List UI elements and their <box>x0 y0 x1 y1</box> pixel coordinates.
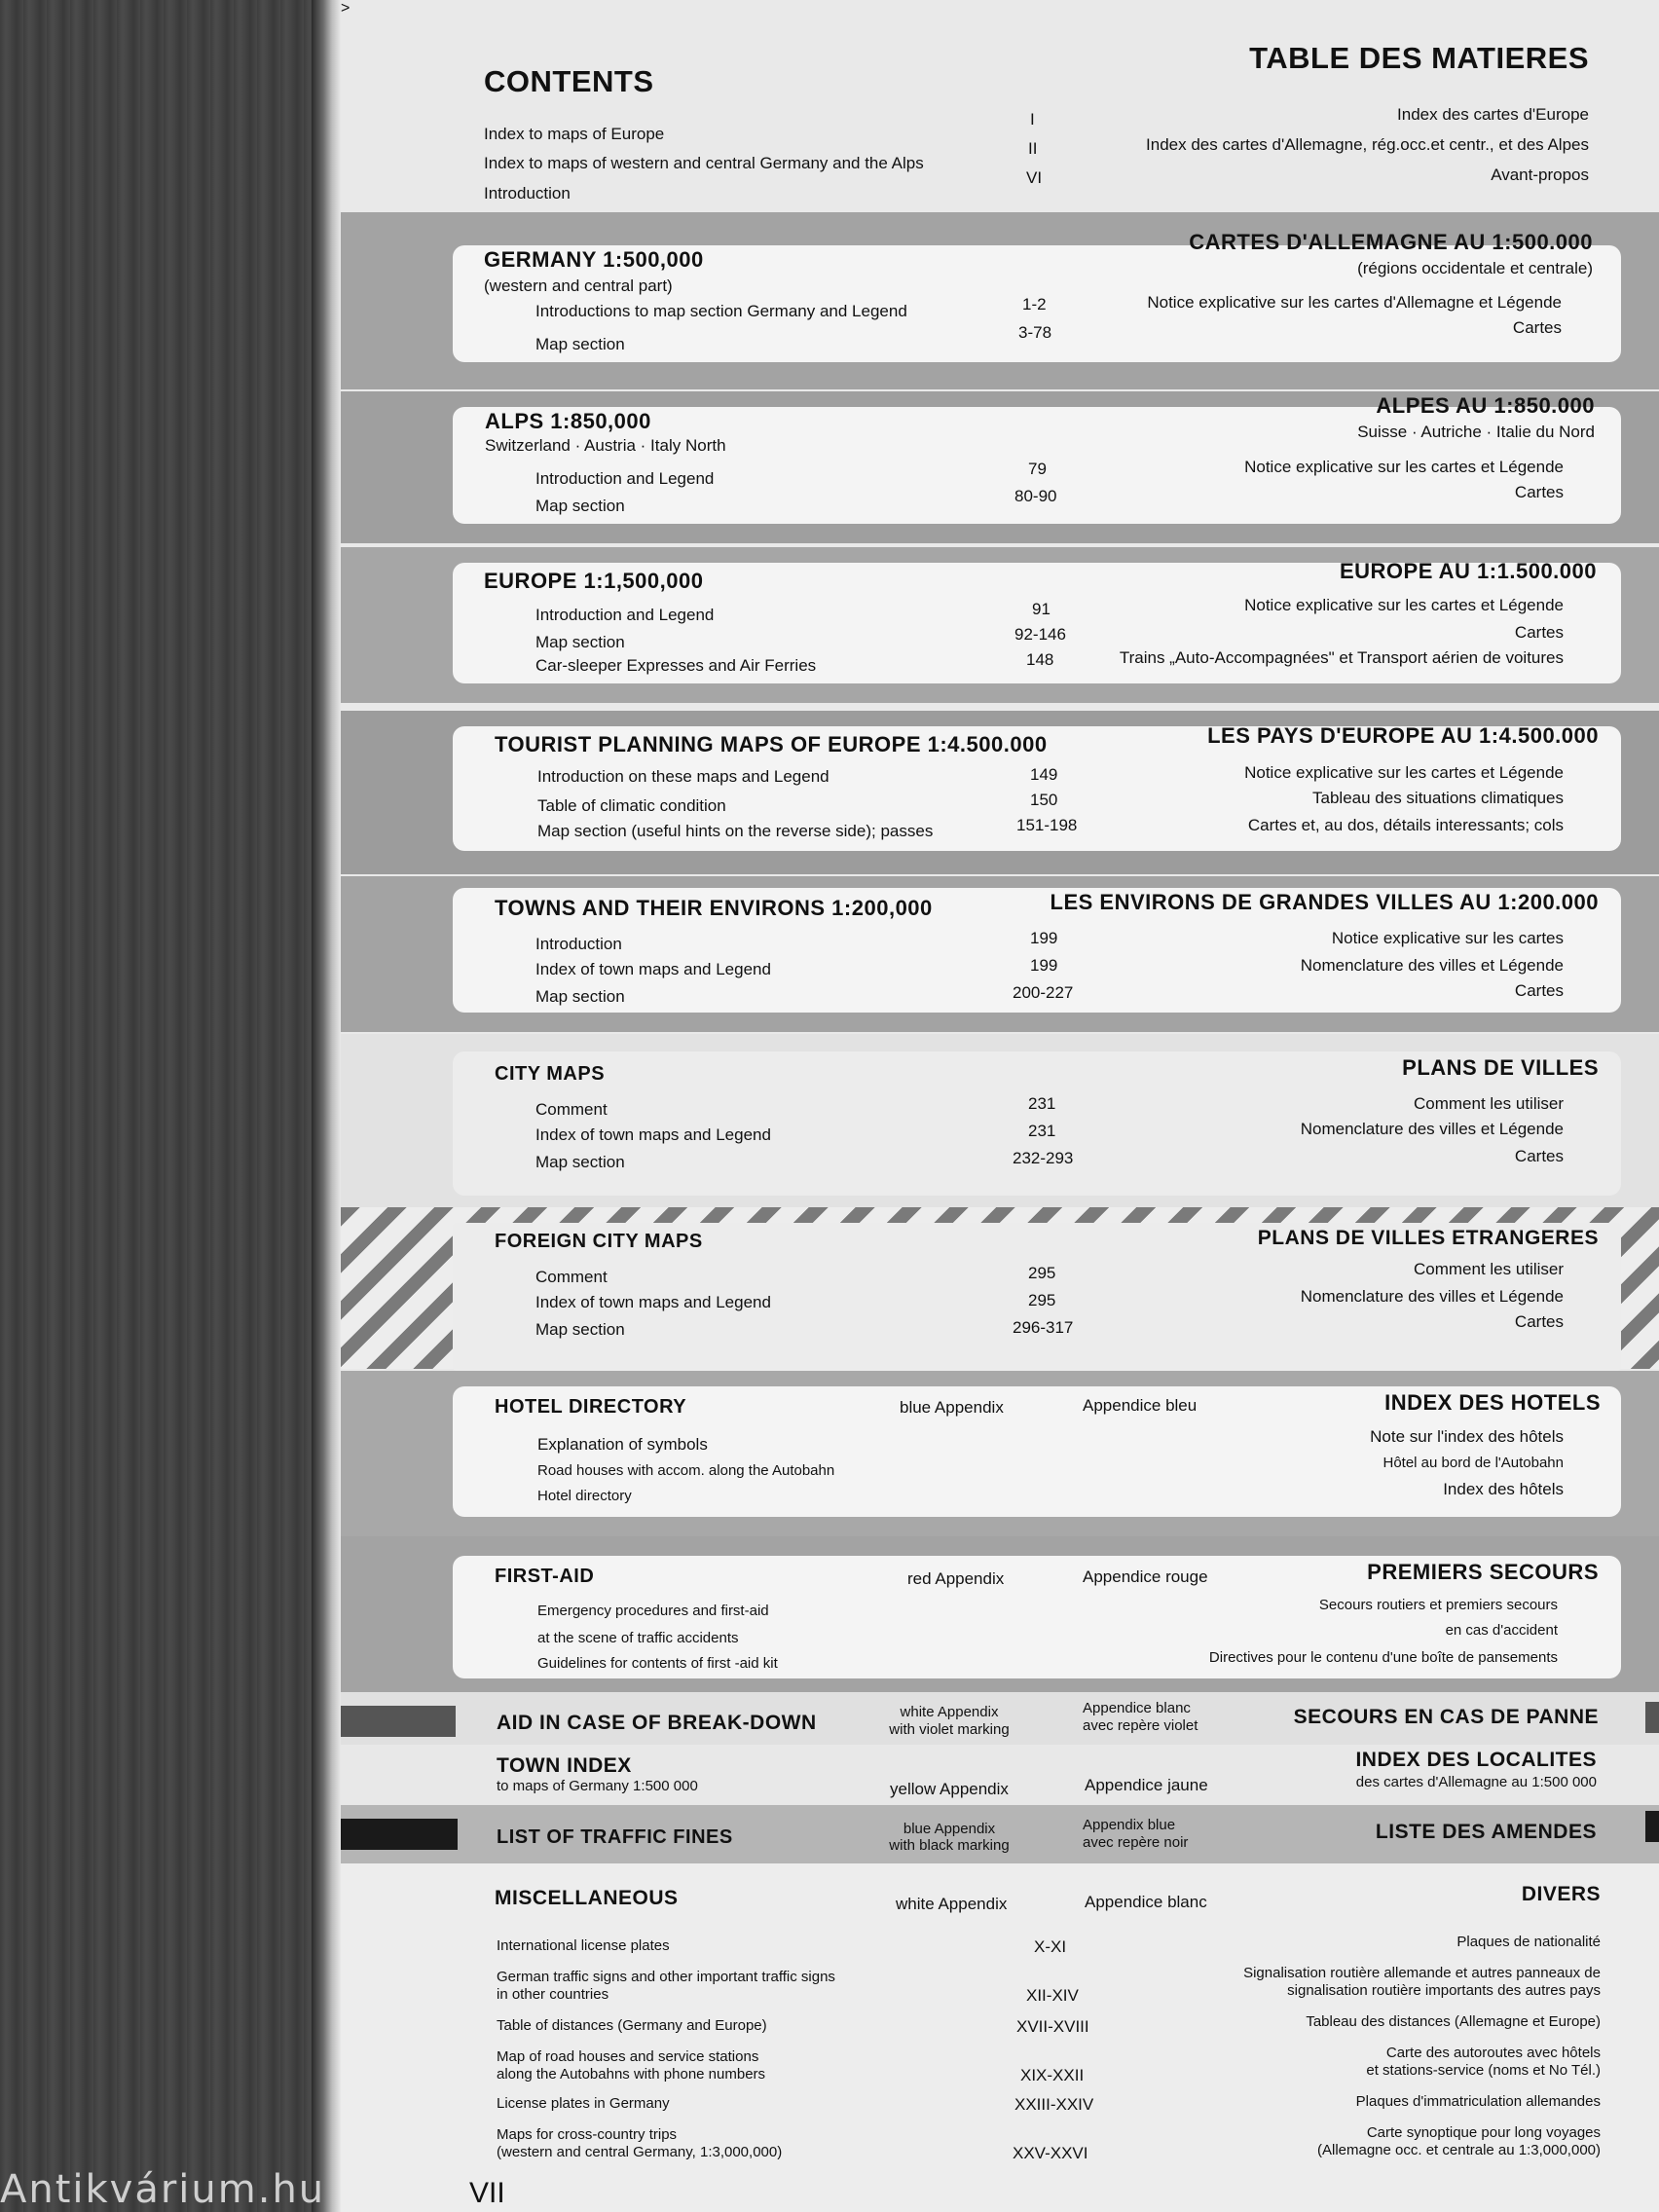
townindex-appendix-fr: Appendice jaune <box>1085 1776 1208 1794</box>
townindex-appendix-en: yellow Appendix <box>890 1780 1009 1798</box>
tourist-row-en: Introduction on these maps and Legend <box>537 767 830 786</box>
europe-row-fr: Notice explicative sur les cartes et Légende <box>1244 596 1564 614</box>
alps-row-en: Introduction and Legend <box>535 469 715 488</box>
firstaid-row-fr: en cas d'accident <box>1445 1622 1558 1639</box>
hotel-title-fr: INDEX DES HOTELS <box>1384 1390 1601 1415</box>
city-row-page: 232-293 <box>1013 1149 1074 1167</box>
towns-row-fr: Cartes <box>1514 981 1564 1000</box>
misc-row-en: German traffic signs and other important traffic signs <box>497 1969 835 1985</box>
alps-title: ALPS 1:850,000 <box>485 409 651 433</box>
firstaid-row-en: Emergency procedures and first-aid <box>537 1603 769 1619</box>
towns-row-page: 199 <box>1030 956 1058 975</box>
tourist-title: TOURIST PLANNING MAPS OF EUROPE 1:4.500.000 <box>495 732 1048 756</box>
misc-row-en: Maps for cross-country trips <box>497 2126 678 2143</box>
foreign-row-fr: Nomenclature des villes et Légende <box>1300 1287 1564 1306</box>
fines-appendix-en-2: with black marking <box>889 1837 1010 1854</box>
misc-row-page: XXIII-XXIV <box>1014 2095 1094 2114</box>
firstaid-appendix-en: red Appendix <box>907 1569 1005 1588</box>
tourist-row-fr: Notice explicative sur les cartes et Légende <box>1244 763 1564 782</box>
breakdown-title-fr: SECOURS EN CAS DE PANNE <box>1293 1706 1599 1728</box>
black-marker <box>1645 1811 1659 1842</box>
townindex-subtitle-fr: des cartes d'Allemagne au 1:500 000 <box>1355 1774 1597 1790</box>
header-row-en: Introduction <box>484 184 571 203</box>
hotel-row-en: Road houses with accom. along the Autobahn <box>537 1462 835 1479</box>
misc-row-en: Table of distances (Germany and Europe) <box>497 2017 767 2034</box>
germany-subtitle-fr: (régions occidentale et centrale) <box>1357 259 1593 277</box>
breakdown-appendix-fr-1: Appendice blanc <box>1083 1700 1191 1716</box>
hotel-row-en: Explanation of symbols <box>537 1435 708 1454</box>
tourist-row-en: Table of climatic condition <box>537 796 726 815</box>
germany-row-page: 1-2 <box>1022 295 1047 313</box>
alps-row-fr: Notice explicative sur les cartes et Légende <box>1244 458 1564 476</box>
hotel-row-fr: Hôtel au bord de l'Autobahn <box>1382 1455 1564 1471</box>
city-title-fr: PLANS DE VILLES <box>1402 1055 1599 1080</box>
alps-row-page: 80-90 <box>1014 487 1057 505</box>
tourist-row-page: 151-198 <box>1016 816 1078 834</box>
violet-marker <box>1645 1702 1659 1733</box>
city-row-page: 231 <box>1028 1122 1056 1140</box>
page-number: VII <box>469 2177 505 2209</box>
firstaid-row-en: Guidelines for contents of first -aid kit <box>537 1655 778 1672</box>
alps-row-fr: Cartes <box>1514 483 1564 501</box>
firstaid-title: FIRST-AID <box>495 1566 595 1587</box>
firstaid-appendix-fr: Appendice rouge <box>1083 1567 1208 1586</box>
misc-row-fr: Plaques de nationalité <box>1456 1934 1601 1950</box>
germany-row-fr: Cartes <box>1512 318 1562 337</box>
firstaid-row-fr: Directives pour le contenu d'une boîte de pansements <box>1208 1649 1558 1666</box>
firstaid-row-en: at the scene of traffic accidents <box>537 1630 739 1646</box>
breakdown-appendix-en-1: white Appendix <box>900 1704 999 1720</box>
germany-row-page: 3-78 <box>1018 323 1052 342</box>
foreign-row-fr: Cartes <box>1514 1312 1564 1331</box>
watermark: Antikvárium.hu <box>0 2167 326 2212</box>
hotel-appendix-en: blue Appendix <box>900 1398 1004 1417</box>
tourist-row-fr: Tableau des situations climatiques <box>1312 789 1564 807</box>
header-row-page: VI <box>1026 168 1043 187</box>
tourist-title-fr: LES PAYS D'EUROPE AU 1:4.500.000 <box>1207 723 1599 748</box>
towns-title-fr: LES ENVIRONS DE GRANDES VILLES AU 1:200.000 <box>1050 890 1599 914</box>
hotel-row-en: Hotel directory <box>537 1488 632 1504</box>
header-row-en: Index to maps of western and central Germany and the Alps <box>484 154 924 172</box>
header-row-en: Index to maps of Europe <box>484 125 665 143</box>
contents-page: CONTENTS TABLE DES MATIERES Index to maps of Europe I Index des cartes d'Europe Index to maps of western and central Germany and the Alps II Index des cartes d'Allemagne, rég.occ.et centr., et des Alpes Introduction VI Avant-propos GERMANY 1:500,000 (western and central part) CARTES D'ALLEMAGNE AU 1:500.000 (régions occidentale et centrale) Introductions to map section Germany and Legend 1-2 Notice explicative sur les cartes d'Allemagne et Légende Map section 3-78 Cartes ALPS 1:850,000 Switzerland · Austria · Italy North ALPES AU 1:850.000 Suisse · Autriche · Italie du Nord Introduction and Legend 79 Notice explicative sur les cartes et Légende Map section 80-90 Cartes EUROPE 1:1,500,000 EUROPE AU 1:1.500.000 Introduction and Legend 91 Notice explicative sur les cartes et Légende Map section 92-146 Cartes Car-sleeper Expresses and Air Ferries 148 Trains „Auto-Accompagnées" et Transport aérien de voitures TOURIST PLANNING MAPS OF EUROPE 1:4.500.000 LES PAYS D'EUROPE AU 1:4.500.000 Introduction on these maps and Legend 149 Notice explicative sur les cartes et Légende Table of climatic condition 150 Tableau des situations climatiques Map section (useful hints on the reverse side); passes 151-198 Cartes et, au dos, détails interessants; cols TOWNS AND THEIR ENVIRONS 1:200,000 LES ENVIRONS DE GRANDES VILLES AU 1:200.000 Introduction 199 Notice explicative sur les cartes Index of town maps and Legend 199 Nomenclature des villes et Légende Map section 200-227 Cartes CITY MAPS PLANS DE VILLES Comment 231 Comment les utiliser Index of town maps and Legend 231 Nomenclature des villes et Légende Map section 232-293 Cartes FOREIGN CITY MAPS PLANS DE VILLES ETRANGERES Comment 295 Comment les utiliser Index of town maps and Legend 295 Nomenclature des villes et Légende Map section 296-317 Cartes HOTEL DIRECTORY blue Appendix Appendice bleu INDEX DES HOTELS Explanation of symbols Note sur l'index des hôtels Road houses with accom. along the Autobahn Hôtel au bord de l'Autobahn Hotel directory Index des hôtels FIRST-AID red Appendix Appendice rouge PREMIERS SECOURS Emergency procedures and first-aid Secours routiers et premiers secours at the scene of traffic accidents en cas d'accident Guidelines for contents of first -aid kit Directives pour le contenu d'une boîte de pansements AID IN CASE OF BREAK-DOWN white Appendix with violet marking Appendice blanc avec repère violet SECOURS EN CAS DE PANNE TOWN INDEX to maps of Germany 1:500 000 yellow Appendix Appendice jaune INDEX DES LOCALITES des cartes d'Allemagne au 1:500 000 LIST OF TRAFFIC FINES blue Appendix with black marking Appendix blue avec repère noir LISTE DES AMENDES MISCELLANEOUS white Appendix Appendice blanc DIVERS International license plates X-XI > Plaques de nationalité German traffic signs and other important traffic signs in other countries XII-XIV Signalisation routière allemande et autres panneaux de signalisation routière importants des autres pays Table of distances (Germany and Europe) XVII-XVIII Tableau des distances (Allemagne et Europe) Map of road houses and service stations along the Autobahns with phone numbers XIX-XXII Carte des autoroutes avec hôtels et stations-service (noms et No Tél.) License plates in Germany XXIII-XXIV Plaques d'immatriculation allemandes Maps for cross-country trips (western and central Germany, 1:3,000,000) XXV-XXVI Carte synoptique pour long voyages (Allemagne occ. et centrale au 1:3,000,000) VII <box>341 0 1659 2212</box>
hotel-title: HOTEL DIRECTORY <box>495 1396 687 1418</box>
germany-row-en: Map section <box>535 335 625 353</box>
foreign-row-page: 295 <box>1028 1264 1056 1282</box>
townindex-title: TOWN INDEX <box>497 1754 632 1777</box>
alps-subtitle-fr: Suisse · Autriche · Italie du Nord <box>1357 423 1595 441</box>
misc-row-fr: signalisation routière importants des autres pays <box>1287 1982 1601 1999</box>
foreign-row-fr: Comment les utiliser <box>1414 1260 1564 1278</box>
misc-row-page: XIX-XXII <box>1020 2066 1085 2084</box>
misc-row-fr: Plaques d'immatriculation allemandes <box>1355 2093 1601 2110</box>
misc-row-en: in other countries <box>497 1986 609 2003</box>
europe-row-page: 91 <box>1032 600 1051 618</box>
hotel-row-fr: Index des hôtels <box>1443 1480 1564 1498</box>
alps-row-page: 79 <box>1028 460 1047 478</box>
foreign-row-en: Comment <box>535 1268 608 1286</box>
header-row-fr: Index des cartes d'Allemagne, rég.occ.et centr., et des Alpes <box>1146 135 1589 154</box>
contents-title: CONTENTS <box>484 64 654 98</box>
towns-row-page: 199 <box>1030 929 1058 947</box>
city-row-fr: Comment les utiliser <box>1414 1094 1564 1113</box>
europe-row-fr: Cartes <box>1514 623 1564 642</box>
alps-subtitle: Switzerland · Austria · Italy North <box>485 436 726 455</box>
fines-title: LIST OF TRAFFIC FINES <box>497 1826 733 1848</box>
misc-row-fr: et stations-service (noms et No Tél.) <box>1366 2062 1601 2079</box>
city-row-fr: Nomenclature des villes et Légende <box>1300 1120 1564 1138</box>
misc-row-en: (western and central Germany, 1:3,000,000) <box>497 2144 783 2160</box>
europe-row-page: 148 <box>1026 650 1054 669</box>
europe-row-en: Map section <box>535 633 625 651</box>
foreign-row-page: 296-317 <box>1013 1318 1074 1337</box>
hotel-row-fr: Note sur l'index des hôtels <box>1370 1427 1564 1446</box>
black-marker <box>341 1819 458 1850</box>
hotel-appendix-fr: Appendice bleu <box>1083 1396 1198 1415</box>
header-row-page: I <box>1030 110 1035 129</box>
foreign-title: FOREIGN CITY MAPS <box>495 1231 703 1252</box>
misc-title: MISCELLANEOUS <box>495 1887 679 1909</box>
city-title: CITY MAPS <box>495 1063 606 1085</box>
misc-row-fr: Carte synoptique pour long voyages <box>1366 2124 1601 2141</box>
towns-row-en: Index of town maps and Legend <box>535 960 771 978</box>
towns-row-en: Introduction <box>535 935 622 953</box>
germany-title-fr: CARTES D'ALLEMAGNE AU 1:500.000 <box>1189 230 1593 254</box>
header-row-fr: Index des cartes d'Europe <box>1397 105 1589 124</box>
header-row-fr: Avant-propos <box>1491 166 1589 184</box>
misc-row-fr: (Allemagne occ. et centrale au 1:3,000,000) <box>1316 2142 1601 2158</box>
city-row-en: Comment <box>535 1100 608 1119</box>
foreign-row-en: Index of town maps and Legend <box>535 1293 771 1311</box>
city-row-en: Map section <box>535 1153 625 1171</box>
tourist-row-page: 150 <box>1030 791 1058 809</box>
germany-row-fr: Notice explicative sur les cartes d'Allemagne et Légende <box>1147 293 1562 312</box>
misc-appendix-fr: Appendice blanc <box>1085 1893 1207 1911</box>
fines-appendix-en-1: blue Appendix <box>903 1821 996 1837</box>
townindex-subtitle: to maps of Germany 1:500 000 <box>497 1778 698 1794</box>
city-row-fr: Cartes <box>1514 1147 1564 1165</box>
europe-row-page: 92-146 <box>1014 625 1066 644</box>
misc-row-page: XII-XIV <box>1026 1986 1079 2005</box>
fines-title-fr: LISTE DES AMENDES <box>1375 1821 1597 1843</box>
misc-row-fr: Signalisation routière allemande et autres panneaux de <box>1243 1965 1601 1981</box>
germany-subtitle: (western and central part) <box>484 276 673 295</box>
foreign-row-page: 295 <box>1028 1291 1056 1309</box>
header-row-page: II <box>1028 139 1038 158</box>
wood-background <box>0 0 341 2212</box>
breakdown-title: AID IN CASE OF BREAK-DOWN <box>497 1712 817 1734</box>
fines-appendix-fr-1: Appendix blue <box>1083 1817 1176 1833</box>
towns-title: TOWNS AND THEIR ENVIRONS 1:200,000 <box>495 896 933 920</box>
breakdown-appendix-en-2: with violet marking <box>889 1721 1010 1738</box>
misc-row-fr: Tableau des distances (Allemagne et Europe) <box>1306 2013 1601 2030</box>
breakdown-appendix-fr-2: avec repère violet <box>1083 1717 1198 1734</box>
misc-row-en: International license plates <box>497 1937 670 1954</box>
towns-row-page: 200-227 <box>1013 983 1074 1002</box>
misc-row-en: License plates in Germany <box>497 2095 670 2112</box>
towns-row-fr: Notice explicative sur les cartes <box>1331 929 1564 947</box>
misc-appendix-en: white Appendix <box>896 1895 1008 1913</box>
book-binding <box>312 0 341 2212</box>
alps-row-en: Map section <box>535 497 625 515</box>
foreign-title-fr: PLANS DE VILLES ETRANGERES <box>1257 1227 1599 1249</box>
townindex-title-fr: INDEX DES LOCALITES <box>1355 1749 1597 1771</box>
city-row-en: Index of town maps and Legend <box>535 1125 771 1144</box>
misc-row-fr: Carte des autoroutes avec hôtels <box>1385 2045 1601 2061</box>
germany-title: GERMANY 1:500,000 <box>484 247 704 272</box>
towns-row-en: Map section <box>535 987 625 1006</box>
violet-marker <box>341 1706 456 1737</box>
misc-row-page: X-XI <box>1034 1937 1067 1956</box>
europe-row-fr: Trains „Auto-Accompagnées" et Transport aérien de voitures <box>1119 648 1564 667</box>
europe-row-en: Car-sleeper Expresses and Air Ferries <box>535 656 817 675</box>
alps-title-fr: ALPES AU 1:850.000 <box>1376 393 1595 418</box>
europe-row-en: Introduction and Legend <box>535 606 715 624</box>
misc-row-en: Map of road houses and service stations <box>497 2048 759 2065</box>
tourist-row-fr: Cartes et, au dos, détails interessants; cols <box>1247 816 1564 834</box>
towns-row-fr: Nomenclature des villes et Légende <box>1300 956 1564 975</box>
europe-title: EUROPE 1:1,500,000 <box>484 569 704 593</box>
city-row-page: 231 <box>1028 1094 1056 1113</box>
europe-title-fr: EUROPE AU 1:1.500.000 <box>1339 559 1597 583</box>
fines-appendix-fr-2: avec repère noir <box>1083 1834 1189 1851</box>
germany-row-en: Introductions to map section Germany and Legend <box>535 302 907 320</box>
firstaid-row-fr: Secours routiers et premiers secours <box>1318 1597 1558 1613</box>
tourist-row-en: Map section (useful hints on the reverse side); passes <box>537 822 934 840</box>
misc-title-fr: DIVERS <box>1521 1883 1601 1905</box>
misc-row-page: XXV-XXVI <box>1013 2144 1088 2162</box>
firstaid-title-fr: PREMIERS SECOURS <box>1367 1560 1599 1584</box>
misc-row-en: along the Autobahns with phone numbers <box>497 2066 766 2083</box>
foreign-row-en: Map section <box>535 1320 625 1339</box>
misc-row-page: XVII-XVIII <box>1016 2017 1089 2036</box>
tourist-row-page: 149 <box>1030 765 1058 784</box>
table-des-matieres-title: TABLE DES MATIERES <box>1249 41 1589 75</box>
